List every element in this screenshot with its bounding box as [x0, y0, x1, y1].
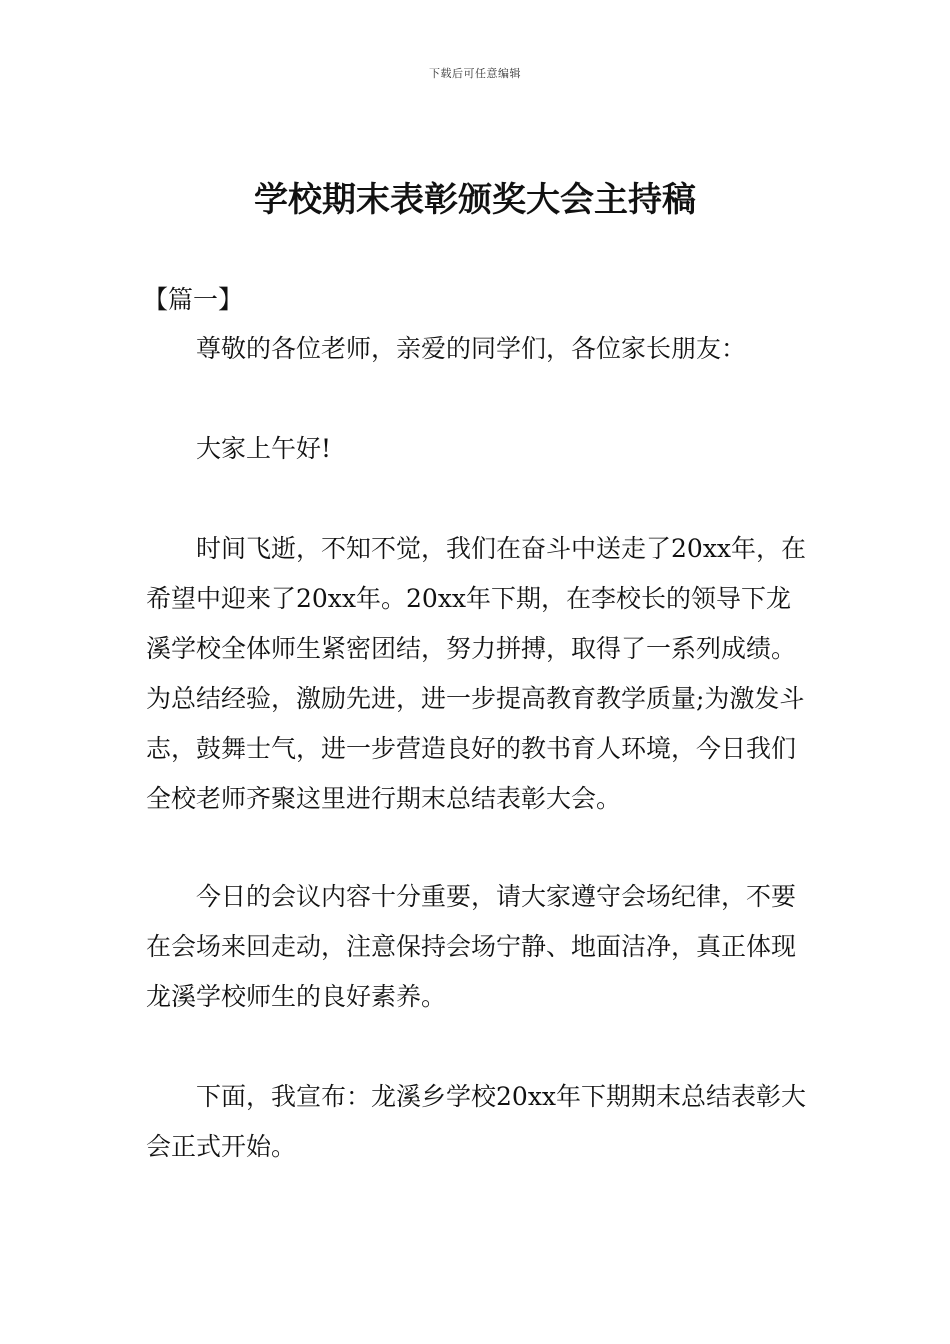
- document-title: 学校期末表彰颁奖大会主持稿: [254, 180, 696, 220]
- paragraph-announcement: 下面，我宣布：龙溪乡学校20xx年下期期末总结表彰大会正式开始。: [146, 1082, 807, 1161]
- paragraph-opening: 时间飞逝，不知不觉，我们在奋斗中送走了20xx年，在希望中迎来了20xx年。20xx年下期，在李校长的领导下龙溪学校全体师生紧密团结，努力拼搏，取得了一系列成绩。为总结经验，激励先进，进一步提高教育教学质量;为激发斗志，鼓舞士气，进一步营造良好的教书育人环境，今日我们全校老师齐聚这里进行期末总结表彰大会。: [146, 534, 807, 813]
- paragraph-meeting-rules: 今日的会议内容十分重要，请大家遵守会场纪律，不要在会场来回走动，注意保持会场宁静、地面洁净，真正体现龙溪学校师生的良好素养。: [146, 882, 797, 1011]
- paragraph-good-morning: 大家上午好!: [196, 434, 332, 463]
- paragraph-greeting: 尊敬的各位老师，亲爱的同学们，各位家长朋友：: [196, 334, 747, 363]
- section-label: 【篇一】: [143, 285, 244, 314]
- header-note: 下载后可任意编辑: [429, 67, 521, 80]
